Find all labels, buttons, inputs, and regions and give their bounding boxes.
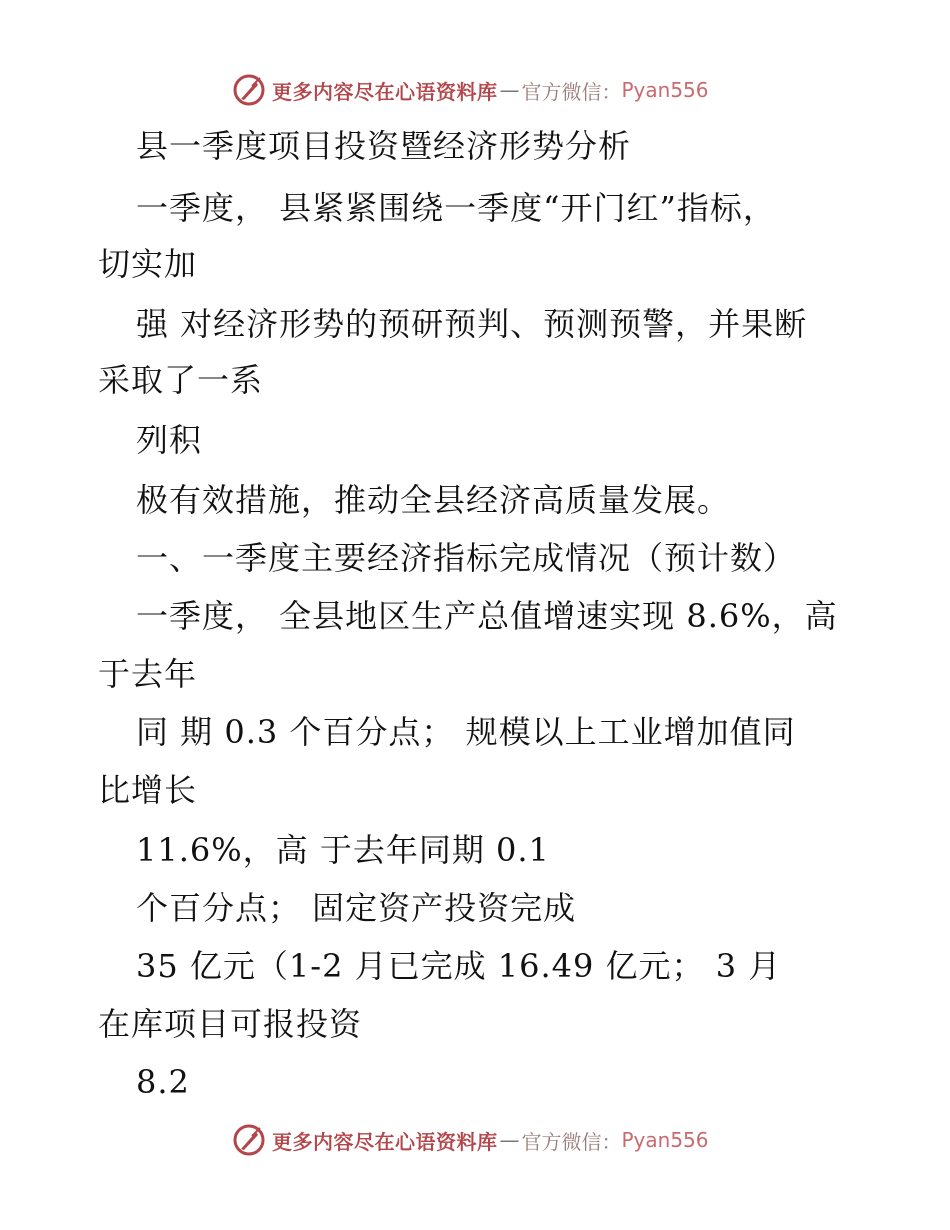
header-wechat-id: Pyan556 — [621, 78, 709, 102]
text-line: 个百分点； 固定资产投资完成 — [136, 889, 577, 927]
text-line: 8.2 — [136, 1063, 190, 1101]
quill-logo-icon — [232, 73, 266, 107]
header-contact-label: 官方微信： — [521, 79, 622, 104]
section-heading: 一、一季度主要经济指标完成情况（预计数） — [136, 539, 797, 577]
text-line: 列积 — [136, 421, 203, 459]
text-line: 同 期 0.3 个百分点； 规模以上工业增加值同 — [136, 713, 796, 751]
text-line: 于去年 — [98, 655, 198, 693]
text-line: 一季度， 县紧紧围绕一季度“开门红”指标， — [136, 189, 776, 227]
footer-banner — [232, 1122, 709, 1158]
text-line: 切实加 — [98, 245, 198, 283]
text-line: 一季度， 全县地区生产总值增速实现 8.6%，高 — [136, 597, 838, 635]
quill-logo-icon — [232, 1123, 266, 1157]
header-banner — [232, 72, 709, 108]
text-line: 在库项目可报投资 — [98, 1005, 363, 1043]
document-title: 县一季度项目投资暨经济形势分析 — [136, 127, 632, 165]
header-brand-text: 更多内容尽在心语资料库 — [272, 79, 498, 104]
text-line: 11.6%，高 于去年同期 0.1 — [136, 831, 550, 869]
text-line: 极有效措施，推动全县经济高质量发展。 — [136, 481, 731, 519]
text-line: 比增长 — [98, 771, 198, 809]
text-line: 35 亿元（1-2 月已完成 16.49 亿元； 3 月 — [136, 947, 782, 985]
text-line: 采取了一系 — [98, 361, 264, 399]
header-dash: — — [499, 78, 520, 102]
text-line: 强 对经济形势的预研预判、预测预警，并果断 — [136, 305, 808, 343]
footer-brand-text: 更多内容尽在心语资料库 — [272, 1129, 498, 1154]
footer-wechat-id: Pyan556 — [621, 1128, 709, 1152]
footer-contact-label: 官方微信： — [521, 1129, 622, 1154]
footer-dash: — — [499, 1128, 520, 1152]
